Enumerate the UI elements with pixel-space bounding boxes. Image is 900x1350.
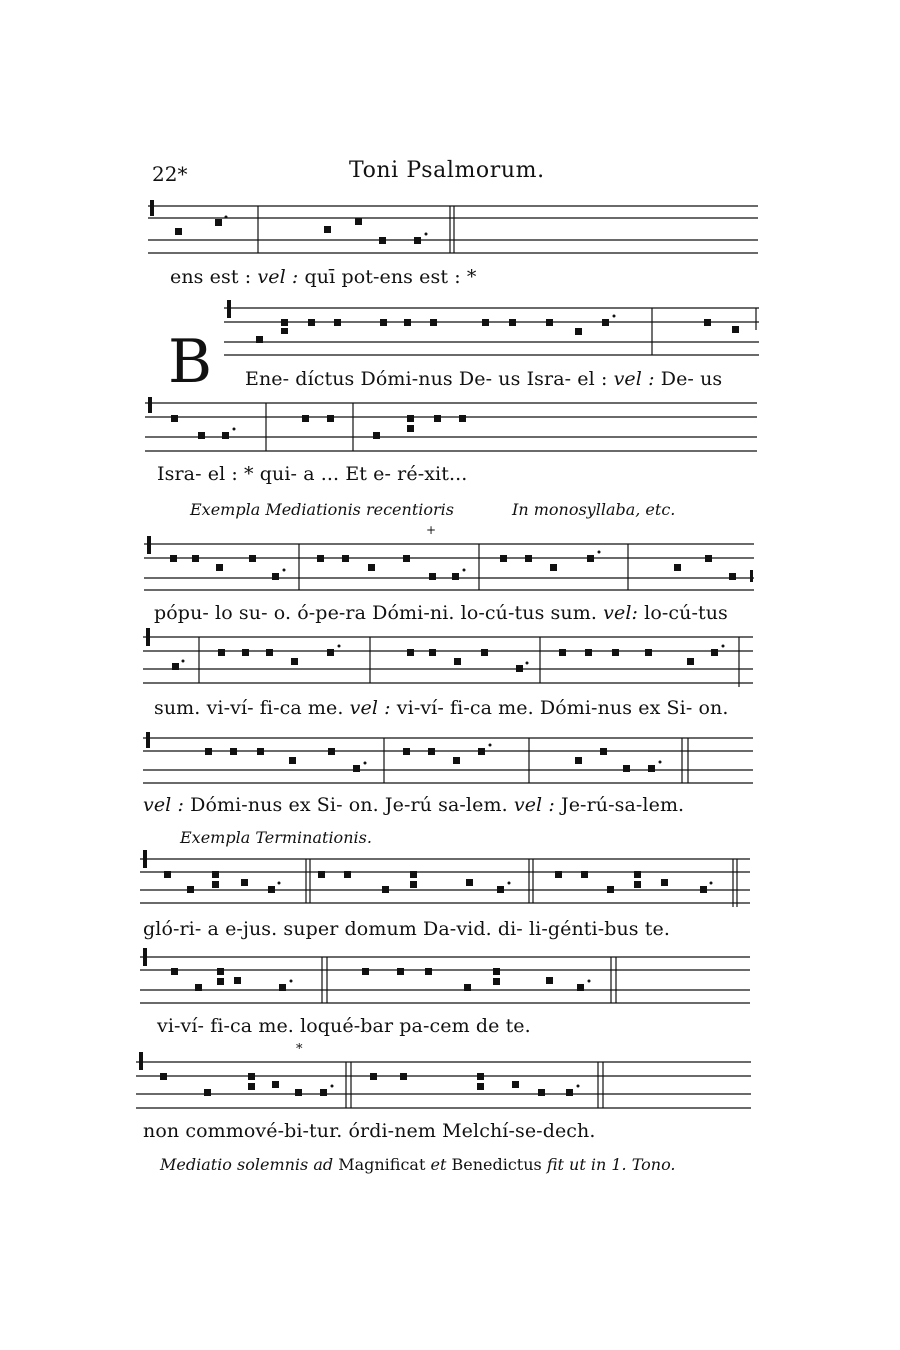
lyric-line-1 <box>170 266 476 288</box>
staff-8 <box>140 945 752 1007</box>
vel-marker: vel: <box>603 602 638 624</box>
staff-4 <box>144 522 759 592</box>
footnote-text: Benedictus <box>446 1155 547 1174</box>
vel-marker: vel : <box>613 368 655 390</box>
staff-5 <box>143 625 755 690</box>
staff-3 <box>145 395 757 455</box>
vel-marker: vel : <box>349 697 391 719</box>
vel-marker: vel : <box>513 794 555 816</box>
section-heading-mediation: Exempla Mediationis recentioris <box>190 500 454 519</box>
svg-text:+: + <box>426 523 437 537</box>
drop-cap-initial: B <box>168 327 213 397</box>
lyric-line-9: glό-ri- a e-jus. super domum Da-vid. di- li-génti-bus te. <box>143 918 671 940</box>
footnote-text: Magnificat <box>333 1155 431 1174</box>
section-heading-terminations: Exempla Terminationis. <box>180 828 372 847</box>
lyric-text: Dómi-nus ex Si- on. Je-rú sa-lem. <box>184 794 514 816</box>
staff-1 <box>148 198 758 258</box>
lyric-text: Ene- díctus Dómi-nus De- us Isra- el : <box>245 368 614 390</box>
lyric-text: Je-rú-sa-lem. <box>554 794 685 816</box>
lyric-line-3: Isra- el : * qui- a ... Et e- ré-xit... <box>157 463 468 485</box>
staff-9 <box>136 1040 754 1112</box>
lyric-line-2 <box>245 368 722 390</box>
footnote <box>160 1155 676 1174</box>
footnote-text: Mediatio solemnis ad <box>160 1155 334 1174</box>
lyric-text: De- us <box>654 368 723 390</box>
lyric-text: ens est : <box>170 266 258 288</box>
lyric-text: pópu- lo su- o. ó-pe-ra Dómi-ni. lo-cú-tus sum. <box>154 602 604 624</box>
lyric-line-7 <box>143 794 684 816</box>
page-title: Toni Psalmorum. <box>349 158 545 183</box>
lyric-text: vi-ví- fi-ca me. Dómi-nus ex Si- on. <box>390 697 729 719</box>
svg-text:*: * <box>296 1042 303 1057</box>
vel-marker: vel : <box>257 266 299 288</box>
section-heading-monosyllaba: In monosyllaba, etc. <box>512 500 676 519</box>
lyric-text: sum. vi-ví- fi-ca me. <box>154 697 350 719</box>
footnote-text: fit ut in 1. Tono. <box>546 1155 676 1174</box>
staff-2 <box>224 298 759 358</box>
footnote-text: et <box>430 1155 447 1174</box>
page-number: 22* <box>152 162 188 186</box>
staff-6 <box>143 730 755 790</box>
lyric-line-6 <box>154 697 729 719</box>
lyric-line-5 <box>154 602 728 624</box>
lyric-line-10: vi-ví- fi-ca me. loqué-bar pa-cem de te. <box>157 1015 531 1037</box>
lyric-text: lo-cú-tus <box>638 602 728 624</box>
lyric-text: quī pot-ens est : * <box>298 266 477 288</box>
vel-marker: vel : <box>143 794 184 816</box>
lyric-line-11: non commové-bi-tur. órdi-nem Melchí-se-dech. <box>143 1120 596 1142</box>
staff-7 <box>140 845 752 907</box>
